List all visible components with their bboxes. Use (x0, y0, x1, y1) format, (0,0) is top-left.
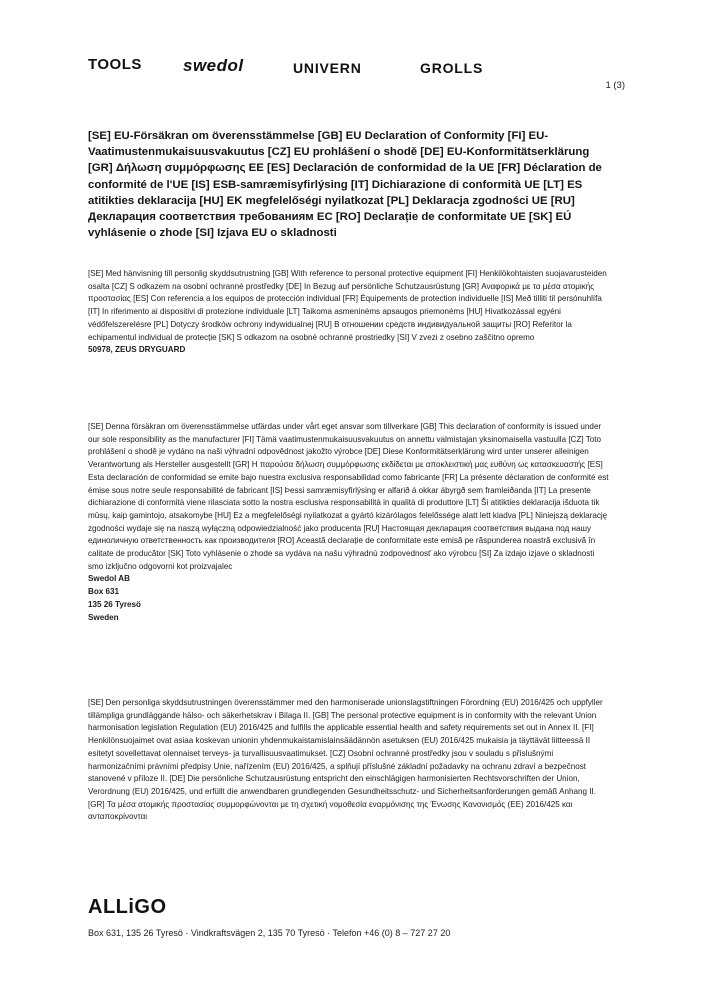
footer-address: Box 631, 135 26 Tyresö · Vindkraftsvägen 2, 135 70 Tyresö · Telefon +46 (0) 8 – 727 27 20 (88, 928, 451, 938)
alligo-logo: ALLiGO (88, 896, 167, 918)
conformity-text: [SE] Den personliga skyddsutrustningen överensstämmer med den harmoniserade unionslagstiftningen Förordning (EU) 2016/425 och uppfyller tillämpliga grundläggande hälso- och säkerhetskrav i Bilaga II. [GB] The personal protective equipment is in conformity with the relevant Union harmonisation legislation Regulation (EU) 2016/425 and fulfills the applicable essential health and safety requirements set out in Annex II. [FI] Henkilönsuojaimet ovat asiaa koskevan unionin yhdenmukaistamislainsäädännön asetuksen (EU) 2016/425 mukaisia ja täyttävät liitteessä II esitetyt sovellettavat olennaiset terveys- ja turvallisuusvaatimukset. [CZ] Osobní ochranné prostředky jsou v souladu s příslušnými harmonizačními právními předpisy Unie, nařízením (EU) 2016/425, a splňují příslušné základní požadavky na ochranu zdraví a bezpečnost stanovené v příloze II. [DE] Die persönliche Schutzausrüstung entspricht den einschlägigen harmonisierten Rechtsvorschriften der Union, Verordnung (EU) 2016/425, und erfüllt die anwendbaren grundlegenden Gesundheitsschutz- und Sicherheitsanforderungen gemäß Anhang II. [GR] Τα μέσα ατομικής προστασίας συμμορφώνονται με τη σχετική νομοθεσία εναρμόνισης της Ένωσης Κανονισμός (ΕΕ) 2016/425 και ανταποκρίνονται (88, 698, 603, 822)
brand-swedol-logo: swedol (183, 56, 244, 75)
ppe-reference-section (88, 268, 610, 357)
manufacturer-country: Sweden (88, 612, 119, 622)
brand-tools-logo: TOOLS (88, 56, 142, 73)
brand-grolls-logo: GROLLS (420, 60, 484, 76)
manufacturer-box: Box 631 (88, 587, 120, 597)
product-id: 50978, ZEUS DRYGUARD (88, 345, 186, 355)
manufacturer-responsibility-section (88, 421, 610, 624)
ppe-reference-text: [SE] Med hänvisning till personlig skyddsutrustning [GB] With reference to personal protective equipment [FI] Henkilökohtaisten suojavarusteiden osalta [CZ] S odkazem na osobní ochranné prostředky [DE] In Bezug auf persönliche Schutzausrüstung [GR] Αναφορικά με τα μέσα ατομικής προστασίας [ES] Con referencia a los equipos de protección individual [FR] Équipements de protection individuelle [IS] Með tilliti til persónuhlífa [IT] In riferimento ai dispositivi di protezione individuale [LT] Taikoma asmeninėms apsaugos priemonėms [HU] Hivatkozással egyéni védőfelszerelésre [PL] Dotyczy środków ochrony indywidualnej [RU] В отношении средств индивидуальной защиты [RO] Referitor la echipamentul individual de protecție [SK] S odkazom na osobné ochranné prostriedky [SI] V zvezi z osebno zaščitno opremo (88, 269, 607, 342)
page-number: 1 (3) (605, 80, 625, 91)
responsibility-text: [SE] Denna försäkran om överensstämmelse utfärdas under vårt eget ansvar som tillverkare [GB] This declaration of conformity is issued under our sole responsibility as the manufacturer [FI] Tämä vaatimustenmukaisuusvakuutus on annettu valmistajan yksinomaisella vastuulla [CZ] Toto prohlášení o shodě je vydáno na naši výhradní odpovědnost jakožto výrobce [DE] Diese Konformitätserklärung wird unter unserer alleinigen Verantwortung als Hersteller ausgestellt [GR] Η παρούσα δήλωση συμμόρφωσης εκδίδεται με αποκλειστική μας ευθύνη ως κατασκευαστής [ES] Esta declaración de conformidad se emite bajo nuestra exclusiva responsabilidad como fabricante [FR] La présente déclaration de conformité est émise sous notre seule responsabilité de fabricant [IS] Þessi samræmisyfirlýsing er alfarið á okkar ábyrgð sem framleiðanda [IT] La presente dichiarazione di conformità viene rilasciata sotto la nostra esclusiva responsabilità in qualità di produttore [LT] Ši atitikties deklaracija išduota tik mūsų, kaip gamintojo, atsakomybe [HU] Ez a megfelelőségi nyilatkozat a gyártó kizárólagos felelőssége alatt lett kiadva [PL] Niniejszą deklarację zgodności wydaje się na naszą wyłączną odpowiedzialność jako producenta [RU] Настоящая декларация соответствия выдана под нашу единоличную ответственность как производителя [RO] Această declarație de conformitate este emisă pe răspunderea noastră exclusivă în calitate de producător [SK] Toto vyhlásenie o zhode sa vydáva na našu výhradnú zodpovednosť ako výrobcu [SI] Za izdajo izjave o skladnosti smo izključno odgovorni kot proizvajalec (88, 422, 609, 571)
manufacturer-name: Swedol AB (88, 574, 130, 584)
brand-logos (88, 56, 508, 84)
brand-univern-logo: UNIVERN (293, 60, 362, 76)
document-title: [SE] EU-Försäkran om överensstämmelse [GB] EU Declaration of Conformity [FI] EU-Vaatimustenmukaisuusvakuutus [CZ] EU prohlášení o shodě [DE] EU-Konformitätserklärung [GR] Δήλωση συμμόρφωσης ΕΕ [ES] Declaración de conformidad de la UE [FR] Déclaration de conformité de l'UE [IS] ESB-samræmisyfirlýsing [IT] Dichiarazione di conformità UE [LT] ES atitikties deklaracija [HU] EK megfelelőségi nyilatkozat [PL] Deklaracja zgodności UE [RU] Декларация соответствия требованиям ЕС [RO] Declarație de conformitate UE [SK] EÚ vyhlásenie o zhode [SI] Izjava EU o skladnosti (88, 130, 602, 240)
conformity-section (88, 697, 610, 824)
manufacturer-postcode: 135 26 Tyresö (88, 599, 141, 609)
